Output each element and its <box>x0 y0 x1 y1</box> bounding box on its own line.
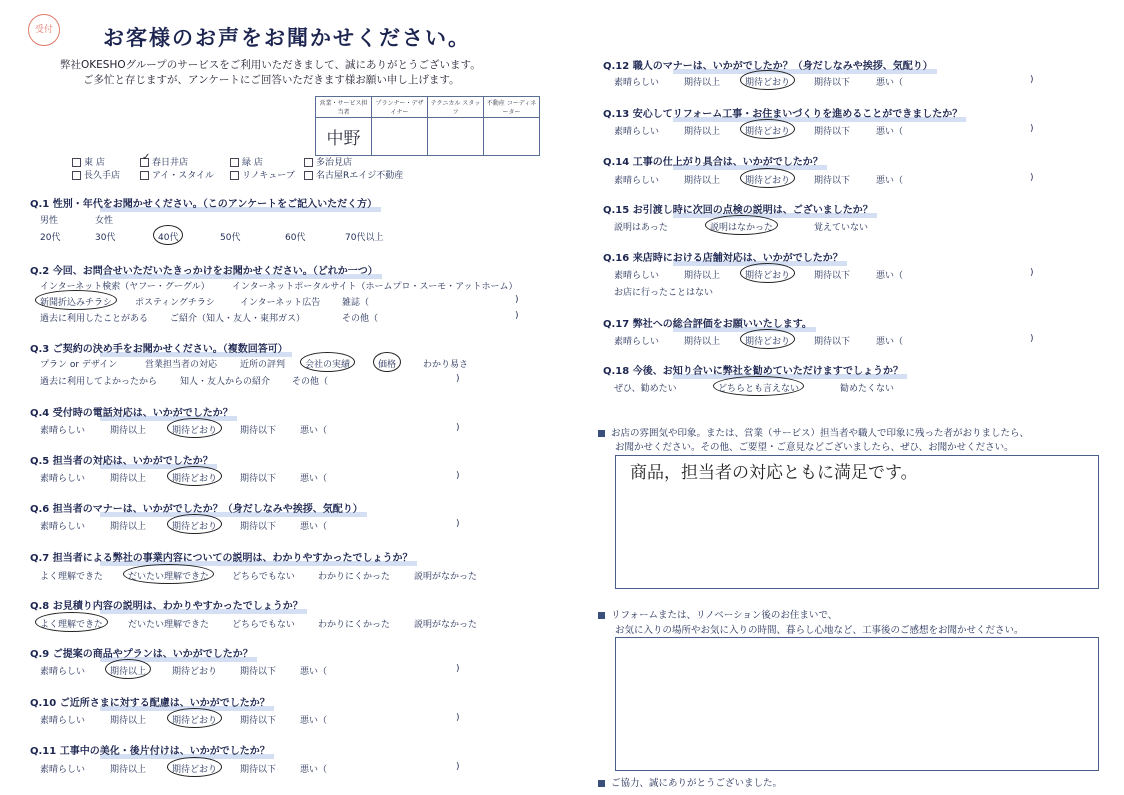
question-3-option[interactable]: 営業担当者の対応 <box>145 360 218 370</box>
store-tajimi[interactable] <box>304 155 352 168</box>
square-bullet-icon <box>598 780 605 787</box>
comment-answer: 商品，担当者の対応ともに満足です。 <box>630 463 918 483</box>
question-17-option[interactable]: 期待どおり <box>745 334 790 347</box>
question-16-option[interactable]: 期待どおり <box>745 268 790 281</box>
staff-technical-name[interactable] <box>428 118 484 156</box>
store-label: 東 店 <box>84 158 105 168</box>
store-label: 緑 店 <box>242 158 263 168</box>
question-2-option[interactable]: ポスティングチラシ <box>135 298 215 308</box>
selected-circle-icon <box>105 659 151 679</box>
checkbox-icon[interactable] <box>72 171 81 180</box>
question-11-option[interactable]: 悪い（ <box>300 765 328 775</box>
favorite-textarea[interactable] <box>615 637 1099 771</box>
question-18-label: Q.18 今後、お知り合いに弊社を勧めていただけますでしょうか？ <box>603 362 903 377</box>
question-16-option[interactable]: お店に行ったことはない <box>614 288 714 298</box>
question-11-label: Q.11 工事中の美化・後片付けは、いかがでしたか？ <box>30 742 270 757</box>
question-16-option[interactable]: 悪い（ <box>876 271 904 281</box>
selected-circle-icon <box>740 119 795 139</box>
selected-circle-icon <box>740 329 795 349</box>
question-10-option[interactable]: 期待以下 <box>240 716 277 726</box>
question-3-option[interactable]: 近所の評判 <box>240 360 286 370</box>
checkbox-icon[interactable] <box>72 158 81 167</box>
question-7-option[interactable]: 説明がなかった <box>414 572 478 582</box>
store-midori[interactable] <box>230 155 263 168</box>
question-5-option[interactable]: 期待以上 <box>110 474 147 484</box>
question-10-option[interactable]: 期待どおり <box>172 713 217 726</box>
question-17-option[interactable]: 素晴らしい <box>614 337 660 347</box>
question-1-option[interactable]: 40代 <box>158 230 178 243</box>
comment-textarea[interactable] <box>615 455 1099 589</box>
checkbox-icon[interactable] <box>140 171 149 180</box>
question-10-option[interactable]: 期待以上 <box>110 716 147 726</box>
favorite-prompt-line-2: お気に入りの場所やお気に入りの時間、暮らし心地など、工事後のご感想をお聞かせください。 <box>615 625 1024 636</box>
question-highlight <box>100 207 381 212</box>
question-1-option[interactable]: 60代 <box>285 233 306 243</box>
question-1-label: Q.1 性別・年代をお聞かせください。（このアンケートをご記入いただく方） <box>30 195 377 210</box>
question-highlight <box>100 512 367 517</box>
question-14-label: Q.14 工事の仕上がり具合は、いかがでしたか？ <box>603 153 823 168</box>
question-13-option[interactable]: 期待どおり <box>745 124 790 137</box>
selected-circle-icon <box>167 418 222 438</box>
question-12-option[interactable]: 期待以下 <box>814 78 851 88</box>
question-1-option[interactable]: 30代 <box>95 233 116 243</box>
store-istyle[interactable] <box>140 168 214 181</box>
question-3-option[interactable]: 価格 <box>378 357 396 370</box>
question-8-option[interactable]: よく理解できた <box>40 617 103 630</box>
question-highlight <box>673 327 816 332</box>
store-label: アイ・スタイル <box>152 171 215 181</box>
question-4-option[interactable]: 素晴らしい <box>40 426 86 436</box>
question-4-option[interactable]: 悪い（ <box>300 426 328 436</box>
footer-text: ご協力、誠にありがとうございました。 <box>611 778 783 789</box>
intro-line-2: ご多忙と存じますが、アンケートにご回答いただきます様お願い申し上げます。 <box>83 74 460 86</box>
store-label: 名古屋Rエイジ不動産 <box>316 171 404 181</box>
checkbox-icon[interactable] <box>304 158 313 167</box>
question-18-option[interactable]: 勧めたくない <box>840 384 895 394</box>
checkbox-icon[interactable] <box>304 171 313 180</box>
staff-sales-name[interactable]: 中野 <box>316 118 372 156</box>
question-9-option[interactable]: ) <box>456 664 460 674</box>
question-1-option[interactable]: 男性 <box>40 216 59 226</box>
selected-circle-icon <box>123 564 214 584</box>
selected-circle-icon <box>713 376 804 396</box>
selected-circle-icon <box>705 215 778 235</box>
question-6-label: Q.6 担当者のマナーは、いかがでしたか？（身だしなみや挨拶、気配り） <box>30 500 363 515</box>
question-5-label: Q.5 担当者の対応は、いかがでしたか？ <box>30 452 213 467</box>
staff-planner-name[interactable] <box>372 118 428 156</box>
question-2-option[interactable]: 新聞折込みチラシ <box>40 295 112 308</box>
question-17-option[interactable]: ) <box>1030 334 1034 344</box>
question-3-option[interactable]: ) <box>456 374 460 384</box>
square-bullet-icon <box>598 612 605 619</box>
store-label: 多治見店 <box>316 158 353 168</box>
question-2-option[interactable]: インターネットポータルサイト（ホームプロ・スーモ・アットホーム） <box>232 282 518 292</box>
question-12-option[interactable]: 素晴らしい <box>614 78 660 88</box>
question-16-option[interactable]: ) <box>1030 268 1034 278</box>
selected-circle-icon <box>167 466 222 486</box>
question-2-option[interactable]: ) <box>515 311 519 321</box>
staff-header-technical: テクニカル スタッフ <box>428 97 484 118</box>
question-2-option[interactable]: ) <box>515 295 519 305</box>
selected-circle-icon <box>373 352 401 372</box>
question-5-option[interactable]: ) <box>456 471 460 481</box>
question-15-label: Q.15 お引渡し時に次回の点検の説明は、ございましたか？ <box>603 201 873 216</box>
question-4-option[interactable]: 期待どおり <box>172 423 217 436</box>
received-stamp: 受付 <box>28 14 60 46</box>
question-6-option[interactable]: 悪い（ <box>300 522 328 532</box>
staff-realestate-name[interactable] <box>484 118 540 156</box>
question-5-option[interactable]: 素晴らしい <box>40 474 86 484</box>
question-7-label: Q.7 担当者による弊社の事業内容についての説明は、わかりやすかったでしょうか？ <box>30 549 413 564</box>
selected-circle-icon <box>35 612 108 632</box>
question-16-option[interactable]: 期待以下 <box>814 271 851 281</box>
question-5-option[interactable]: 期待どおり <box>172 471 217 484</box>
question-2-option[interactable]: ご紹介（知人・友人・東邦ガス） <box>170 314 306 324</box>
selected-circle-icon <box>300 352 355 372</box>
question-13-option[interactable]: 期待以下 <box>814 127 851 137</box>
comment-prompt-line-1: お店の雰囲気や印象。または、営業（サービス）担当者や職人で印象に残った者がおりましたら、 <box>611 428 1030 439</box>
question-9-option[interactable]: 期待以上 <box>110 664 146 677</box>
checkbox-icon[interactable] <box>230 171 239 180</box>
question-3-option[interactable]: プラン or デザイン <box>40 360 118 370</box>
question-9-option[interactable]: 期待どおり <box>172 667 218 677</box>
question-17-option[interactable]: 悪い（ <box>876 337 904 347</box>
question-highlight <box>100 609 307 614</box>
question-3-option[interactable]: その他（ <box>292 377 329 387</box>
staff-table <box>315 96 540 156</box>
staff-header-realestate: 不動産 コーディネーター <box>484 97 540 118</box>
question-4-option[interactable]: 期待以下 <box>240 426 277 436</box>
question-1-option[interactable]: 20代 <box>40 233 61 243</box>
question-12-option[interactable]: ) <box>1030 75 1034 85</box>
question-2-option[interactable]: インターネット検索（ヤフー・グーグル） <box>40 282 210 292</box>
question-2-option[interactable]: 過去に利用したことがある <box>40 314 149 324</box>
store-nagakute[interactable] <box>72 168 120 181</box>
question-10-label: Q.10 ご近所さまに対する配慮は、いかがでしたか？ <box>30 694 270 709</box>
store-higashi[interactable] <box>72 155 105 168</box>
question-8-option[interactable]: わかりにくかった <box>318 620 391 630</box>
question-17-option[interactable]: 期待以下 <box>814 337 851 347</box>
question-1-option[interactable]: 50代 <box>220 233 241 243</box>
question-13-label: Q.13 安心してリフォーム工事・お住まいづくりを進めることができましたか？ <box>603 105 962 120</box>
question-3-option[interactable]: わかり易さ <box>423 360 469 370</box>
question-8-option[interactable]: 説明がなかった <box>414 620 478 630</box>
staff-header-sales: 営業・サービス担当者 <box>316 97 372 118</box>
question-6-option[interactable]: 期待どおり <box>172 519 217 532</box>
question-9-label: Q.9 ご提案の商品やプランは、いかがでしたか？ <box>30 645 253 660</box>
question-1-option[interactable]: 70代以上 <box>345 233 384 243</box>
store-renocube[interactable] <box>230 168 295 181</box>
question-5-option[interactable]: 期待以下 <box>240 474 277 484</box>
question-10-option[interactable]: ) <box>456 713 460 723</box>
question-3-label: Q.3 ご契約の決め手をお聞かせください。（複数回答可） <box>30 340 288 355</box>
store-label: 春日井店 <box>152 158 189 168</box>
question-9-option[interactable]: 悪い（ <box>300 667 328 677</box>
question-7-option[interactable]: どちらでもない <box>232 572 295 582</box>
question-5-option[interactable]: 悪い（ <box>300 474 328 484</box>
question-11-option[interactable]: 期待以上 <box>110 765 147 775</box>
page-title: お客様のお声をお聞かせください。 <box>103 26 471 50</box>
selected-circle-icon <box>153 225 183 245</box>
selected-circle-icon <box>740 70 795 90</box>
question-15-option[interactable]: 覚えていない <box>814 223 869 233</box>
comment-prompt <box>598 425 1029 439</box>
question-17-option[interactable]: 期待以上 <box>684 337 721 347</box>
question-3-option[interactable]: 会社の実績 <box>305 357 350 370</box>
question-11-option[interactable]: 期待どおり <box>172 762 217 775</box>
question-2-option[interactable]: インターネット広告 <box>240 298 321 308</box>
question-6-option[interactable]: 期待以上 <box>110 522 147 532</box>
intro-line-1: 弊社OKESHOグループのサービスをご利用いただきまして、誠にありがとうございます。 <box>60 59 481 71</box>
question-16-option[interactable]: 期待以上 <box>684 271 721 281</box>
question-7-option[interactable]: よく理解できた <box>40 572 104 582</box>
question-18-option[interactable]: どちらとも言えない <box>718 381 799 394</box>
footer-thanks <box>598 775 782 789</box>
check-mark-icon: ✓ <box>142 152 151 163</box>
question-16-label: Q.16 来店時における店舗対応は、いかがでしたか？ <box>603 249 843 264</box>
question-14-option[interactable]: 期待以下 <box>814 176 851 186</box>
question-14-option[interactable]: 期待以上 <box>684 176 721 186</box>
question-highlight <box>673 69 937 74</box>
question-2-option[interactable]: その他（ <box>342 314 379 324</box>
question-10-option[interactable]: 悪い（ <box>300 716 328 726</box>
question-highlight <box>673 213 877 218</box>
question-1-option[interactable]: 女性 <box>95 216 114 226</box>
question-12-option[interactable]: 悪い（ <box>876 78 904 88</box>
question-7-option[interactable]: わかりにくかった <box>318 572 391 582</box>
store-kasugai[interactable] <box>140 152 189 168</box>
staff-header-planner: プランナー・デザイナー <box>372 97 428 118</box>
store-label: 長久手店 <box>84 171 121 181</box>
question-16-option[interactable]: 素晴らしい <box>614 271 660 281</box>
selected-circle-icon <box>740 263 795 283</box>
question-17-label: Q.17 弊社への総合評価をお願いいたします。 <box>603 315 812 330</box>
question-11-option[interactable]: ) <box>456 762 460 772</box>
selected-circle-icon <box>740 168 795 188</box>
question-13-option[interactable]: 悪い（ <box>876 127 904 137</box>
question-12-option[interactable]: 期待以上 <box>684 78 721 88</box>
question-12-option[interactable]: 期待どおり <box>745 75 790 88</box>
question-14-option[interactable]: 素晴らしい <box>614 176 660 186</box>
question-11-option[interactable]: 素晴らしい <box>40 765 86 775</box>
selected-circle-icon <box>167 708 222 728</box>
question-highlight <box>100 416 237 421</box>
question-9-option[interactable]: 期待以下 <box>240 667 277 677</box>
question-13-option[interactable]: 期待以上 <box>684 127 721 137</box>
question-15-option[interactable]: 説明はあった <box>614 223 668 233</box>
question-15-option[interactable]: 説明はなかった <box>710 220 773 233</box>
selected-circle-icon <box>167 757 222 777</box>
question-14-option[interactable]: 期待どおり <box>745 173 790 186</box>
selected-circle-icon <box>35 290 117 310</box>
question-3-option[interactable]: 知人・友人からの紹介 <box>180 377 271 387</box>
question-18-option[interactable]: ぜひ、勧めたい <box>614 384 677 394</box>
question-6-option[interactable]: ) <box>456 519 460 529</box>
selected-circle-icon <box>167 514 222 534</box>
question-6-option[interactable]: 素晴らしい <box>40 522 86 532</box>
question-10-option[interactable]: 素晴らしい <box>40 716 86 726</box>
question-4-label: Q.4 受付時の電話対応は、いかがでしたか？ <box>30 404 233 419</box>
question-4-option[interactable]: ) <box>456 423 460 433</box>
question-3-option[interactable]: 過去に利用してよかったから <box>40 377 158 387</box>
question-8-option[interactable]: だいたい理解できた <box>128 620 210 630</box>
question-6-option[interactable]: 期待以下 <box>240 522 277 532</box>
question-11-option[interactable]: 期待以下 <box>240 765 277 775</box>
question-14-option[interactable]: ) <box>1030 173 1034 183</box>
favorite-prompt-line-1: リフォームまたは、リノベーション後のお住まいで、 <box>611 610 838 621</box>
question-14-option[interactable]: 悪い（ <box>876 176 904 186</box>
question-7-option[interactable]: だいたい理解できた <box>128 569 209 582</box>
checkbox-icon[interactable] <box>140 152 151 167</box>
question-2-option[interactable]: 雑誌（ <box>342 298 370 308</box>
question-9-option[interactable]: 素晴らしい <box>40 667 86 677</box>
question-12-label: Q.12 職人のマナーは、いかがでしたか？（身だしなみや挨拶、気配り） <box>603 57 933 72</box>
question-13-option[interactable]: 素晴らしい <box>614 127 660 137</box>
question-8-label: Q.8 お見積り内容の説明は、わかりやすかったでしょうか？ <box>30 597 303 612</box>
question-4-option[interactable]: 期待以上 <box>110 426 147 436</box>
favorite-prompt <box>598 607 837 621</box>
question-8-option[interactable]: どちらでもない <box>232 620 295 630</box>
question-highlight <box>673 117 966 122</box>
question-13-option[interactable]: ) <box>1030 124 1034 134</box>
store-label: リノキューブ <box>242 171 295 181</box>
question-2-label: Q.2 今回、お問合せいただいたきっかけをお聞かせください。（どれか一つ） <box>30 262 378 277</box>
comment-prompt-line-2: お聞かせください。その他、ご要望・ご意見などございましたら、ぜひ、お聞かせください。 <box>615 442 1014 453</box>
store-rage[interactable] <box>304 168 403 181</box>
square-bullet-icon <box>598 430 605 437</box>
checkbox-icon[interactable] <box>230 158 239 167</box>
